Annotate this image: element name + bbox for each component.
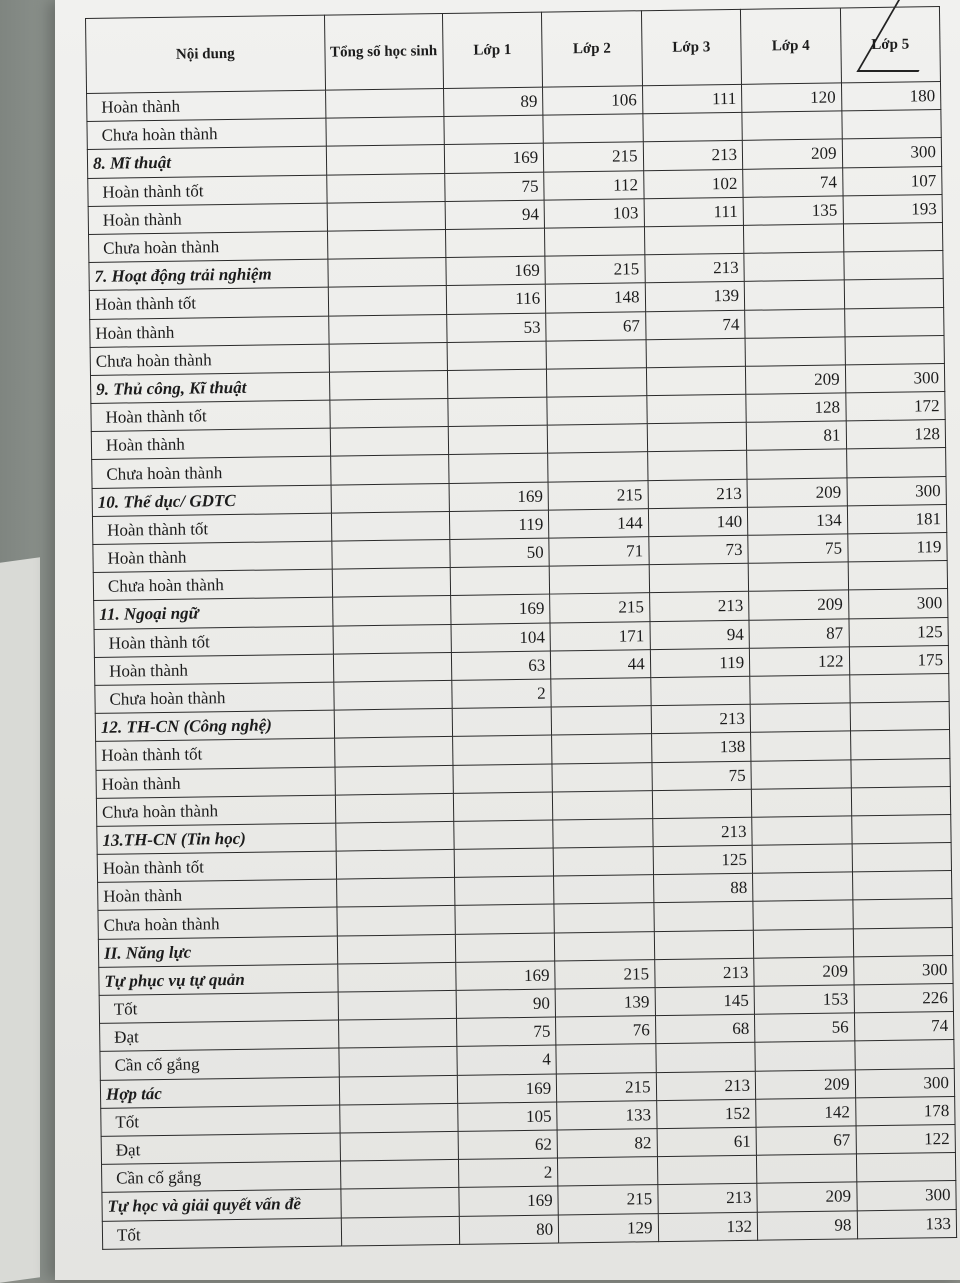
cell-lop1: 169 (444, 143, 544, 173)
cell-lop4: 209 (749, 590, 849, 620)
cell-lop1: 63 (451, 651, 551, 681)
cell-lop4: 153 (754, 985, 854, 1015)
cell-lop3: 132 (658, 1212, 758, 1242)
section-label-cell: 13.TH-CN (Tin học) (97, 823, 336, 855)
cell-lop5: 181 (847, 504, 947, 534)
section-label-cell: 12. TH-CN (Công nghệ) (95, 710, 334, 742)
cell-lop1: 94 (445, 200, 545, 230)
cell-lop5 (846, 448, 946, 478)
cell-lop1 (445, 228, 545, 258)
cell-lop4: 135 (743, 196, 843, 226)
cell-lop5: 119 (847, 533, 947, 563)
cell-lop3 (649, 563, 749, 593)
cell-tong-so (327, 258, 446, 288)
cell-lop5: 125 (848, 617, 948, 647)
cell-lop2 (556, 1044, 656, 1074)
cell-lop2 (547, 368, 647, 398)
cell-lop4 (750, 703, 850, 733)
cell-lop1: 75 (456, 1017, 556, 1047)
cell-lop5: 300 (845, 363, 945, 393)
cell-tong-so (329, 342, 448, 372)
row-label-cell: Chưa hoàn thành (96, 795, 335, 827)
row-label-cell: Hoàn thành (88, 203, 327, 235)
cell-tong-so (337, 906, 456, 936)
cell-lop4 (744, 224, 844, 254)
cell-tong-so (334, 709, 453, 739)
cell-lop3 (647, 423, 747, 453)
cell-lop4 (751, 731, 851, 761)
cell-lop5: 300 (847, 476, 947, 506)
cell-lop3 (654, 930, 754, 960)
cell-lop4 (750, 675, 850, 705)
cell-lop1: 169 (459, 1186, 559, 1216)
cell-lop2: 67 (546, 311, 646, 341)
cell-lop5 (843, 222, 943, 252)
cell-lop1: 116 (446, 284, 546, 314)
section-label-cell: Hợp tác (100, 1077, 339, 1109)
row-label-cell: Hoàn thành tốt (88, 175, 327, 207)
header-tong-so-hoc-sinh: Tổng số học sinh (324, 14, 443, 91)
cell-lop4: 56 (755, 1013, 855, 1043)
cell-lop3 (646, 394, 746, 424)
cell-tong-so (338, 990, 457, 1020)
cell-tong-so (333, 652, 452, 682)
cell-lop4 (745, 337, 845, 367)
cell-lop2: 215 (555, 959, 655, 989)
section-label-cell: Tự học và giải quyết vấn đề (102, 1189, 341, 1221)
section-label-cell: Tự phục vụ tự quản (99, 964, 338, 996)
cell-lop1 (448, 425, 548, 455)
section-label-cell: II. Năng lực (98, 936, 337, 968)
cell-lop3: 111 (642, 84, 742, 114)
cell-lop3 (652, 789, 752, 819)
cell-lop4 (752, 844, 852, 874)
cell-tong-so (331, 539, 450, 569)
cell-lop5 (851, 786, 951, 816)
cell-tong-so (333, 680, 452, 710)
cell-lop1: 2 (458, 1158, 558, 1188)
cell-lop5 (856, 1153, 956, 1183)
cell-tong-so (334, 737, 453, 767)
cell-lop2 (554, 903, 654, 933)
cell-lop4: 122 (749, 647, 849, 677)
row-label-cell: Đạt (101, 1133, 340, 1165)
cell-lop4: 209 (746, 365, 846, 395)
cell-lop4: 142 (756, 1098, 856, 1128)
cell-tong-so (335, 793, 454, 823)
cell-lop1 (444, 115, 544, 145)
cell-lop4 (755, 1041, 855, 1071)
cell-lop3 (644, 225, 744, 255)
cell-lop1 (447, 369, 547, 399)
cell-lop5 (853, 927, 953, 957)
cell-lop2 (545, 227, 645, 257)
cell-lop2 (552, 734, 652, 764)
cell-tong-so (335, 765, 454, 795)
cell-lop2: 112 (544, 170, 644, 200)
cell-lop5: 300 (856, 1181, 956, 1211)
cell-lop2 (554, 875, 654, 905)
cell-tong-so (329, 399, 448, 429)
row-label-cell: Hoàn thành tốt (91, 400, 330, 432)
cell-lop4: 209 (755, 1069, 855, 1099)
cell-tong-so (340, 1131, 459, 1161)
cell-lop3: 125 (653, 845, 753, 875)
cell-lop1 (448, 454, 548, 484)
cell-lop4: 134 (747, 506, 847, 536)
header-lop-3: Lớp 3 (641, 9, 741, 85)
cell-lop2: 144 (549, 508, 649, 538)
row-label-cell: Hoàn thành tốt (96, 738, 335, 770)
cell-lop4: 209 (747, 478, 847, 508)
cell-lop5: 226 (854, 983, 954, 1013)
cell-lop3 (650, 676, 750, 706)
cell-lop1: 90 (456, 989, 556, 1019)
cell-lop1: 2 (452, 679, 552, 709)
cell-tong-so (338, 1019, 457, 1049)
cell-tong-so (325, 89, 444, 119)
cell-lop2 (558, 1157, 658, 1187)
cell-lop5 (843, 251, 943, 281)
cell-lop1 (455, 904, 555, 934)
cell-lop4: 67 (756, 1126, 856, 1156)
cell-lop3: 213 (644, 253, 744, 283)
cell-lop5 (844, 279, 944, 309)
table-body (87, 82, 957, 1249)
cell-lop4: 98 (757, 1210, 857, 1240)
cell-lop2: 139 (555, 988, 655, 1018)
cell-lop1 (448, 397, 548, 427)
cell-lop3 (646, 366, 746, 396)
cell-tong-so (339, 1047, 458, 1077)
cell-tong-so (326, 117, 445, 147)
cell-lop2 (553, 790, 653, 820)
cell-lop1 (452, 707, 552, 737)
row-label-cell: Chưa hoàn thành (89, 231, 328, 263)
cell-lop3 (643, 113, 743, 143)
cell-lop3: 74 (645, 310, 745, 340)
row-label-cell: Tốt (101, 1105, 340, 1137)
cell-tong-so (336, 849, 455, 879)
cell-lop4: 74 (743, 168, 843, 198)
cell-lop3: 61 (657, 1127, 757, 1157)
cell-lop2: 215 (548, 480, 648, 510)
cell-lop5: 172 (845, 392, 945, 422)
row-label-cell: Hoàn thành (94, 654, 333, 686)
cell-lop1 (455, 933, 555, 963)
cell-lop3: 94 (650, 620, 750, 650)
section-label-cell: 11. Ngoại ngữ (94, 597, 333, 629)
section-label-cell: 10. Thể dục/ GDTC (92, 485, 331, 517)
cell-lop4 (751, 788, 851, 818)
cell-tong-so (329, 370, 448, 400)
cell-tong-so (327, 201, 446, 231)
cell-lop4 (751, 759, 851, 789)
cell-lop4: 209 (742, 139, 842, 169)
cell-tong-so (327, 229, 446, 259)
cell-tong-so (328, 286, 447, 316)
cell-lop1: 169 (449, 482, 549, 512)
cell-tong-so (336, 878, 455, 908)
cell-lop3: 88 (653, 874, 753, 904)
cell-lop5 (845, 335, 945, 365)
cell-tong-so (340, 1188, 459, 1218)
section-label-cell: 8. Mĩ thuật (87, 147, 326, 179)
row-label-cell: Hoàn thành (96, 767, 335, 799)
cell-lop1 (453, 792, 553, 822)
cell-lop5 (848, 561, 948, 591)
cell-lop1 (454, 876, 554, 906)
row-label-cell: Tốt (99, 992, 338, 1024)
cell-tong-so (330, 455, 449, 485)
cell-lop3: 213 (654, 958, 754, 988)
cell-lop2: 148 (545, 283, 645, 313)
cell-lop4: 209 (757, 1182, 857, 1212)
row-label-cell: Hoàn thành tốt (92, 513, 331, 545)
row-label-cell: Đạt (100, 1020, 339, 1052)
cell-lop1: 119 (449, 510, 549, 540)
row-label-cell: Hoàn thành (93, 541, 332, 573)
cell-lop1: 50 (450, 538, 550, 568)
row-label-cell: Hoàn thành (91, 428, 330, 460)
row-label-cell: Chưa hoàn thành (92, 457, 331, 489)
cell-lop5 (849, 673, 949, 703)
row-label-cell: Chưa hoàn thành (90, 344, 329, 376)
cell-tong-so (331, 511, 450, 541)
cell-lop3: 75 (652, 761, 752, 791)
cell-lop1 (453, 764, 553, 794)
cell-lop5 (852, 871, 952, 901)
cell-tong-so (337, 934, 456, 964)
cell-lop2: 133 (557, 1100, 657, 1130)
row-label-cell: Hoàn thành tốt (89, 287, 328, 319)
cell-lop4 (745, 308, 845, 338)
cell-lop1: 75 (444, 172, 544, 202)
cell-lop3: 152 (656, 1099, 756, 1129)
cell-lop3: 213 (651, 704, 751, 734)
underlying-paper-sheet (0, 557, 40, 1283)
cell-lop2: 215 (558, 1185, 658, 1215)
cell-lop5 (844, 307, 944, 337)
cell-lop4 (752, 816, 852, 846)
cell-lop5: 300 (855, 1068, 955, 1098)
cell-lop5: 180 (841, 82, 941, 112)
cell-lop4 (753, 872, 853, 902)
cell-lop4 (757, 1154, 857, 1184)
cell-lop3: 138 (651, 733, 751, 763)
cell-tong-so (333, 624, 452, 654)
header-noi-dung: Nội dung (86, 15, 326, 93)
cell-lop5: 74 (854, 1012, 954, 1042)
cell-lop3 (657, 1155, 757, 1185)
cell-lop3: 119 (650, 648, 750, 678)
cell-lop2 (543, 114, 643, 144)
cell-lop2: 103 (544, 198, 644, 228)
cell-lop1: 169 (455, 961, 555, 991)
cell-lop3: 213 (643, 141, 743, 171)
header-lop-2: Lớp 2 (542, 11, 642, 87)
cell-lop2 (553, 819, 653, 849)
row-label-cell: Chưa hoàn thành (93, 569, 332, 601)
cell-lop2: 44 (551, 649, 651, 679)
cell-lop2: 106 (543, 86, 643, 116)
cell-lop5: 133 (857, 1209, 957, 1239)
cell-lop1: 4 (457, 1045, 557, 1075)
cell-tong-so (339, 1103, 458, 1133)
cell-lop5 (850, 702, 950, 732)
row-label-cell: Hoàn thành (98, 879, 337, 911)
cell-lop2: 215 (543, 142, 643, 172)
cell-tong-so (340, 1160, 459, 1190)
cell-lop5: 107 (842, 166, 942, 196)
cell-lop5 (852, 899, 952, 929)
cell-lop1: 169 (446, 256, 546, 286)
cell-lop2 (551, 678, 651, 708)
cell-lop4: 209 (754, 957, 854, 987)
cell-lop5: 193 (843, 194, 943, 224)
cell-lop3 (647, 451, 747, 481)
row-label-cell: Tốt (102, 1218, 341, 1250)
cell-lop3 (654, 902, 754, 932)
cell-lop3: 213 (649, 592, 749, 622)
cell-lop1 (453, 820, 553, 850)
cell-lop5: 300 (848, 589, 948, 619)
cell-lop5: 178 (855, 1096, 955, 1126)
cell-lop2: 76 (556, 1016, 656, 1046)
cell-lop1: 80 (459, 1215, 559, 1245)
cell-lop1 (450, 566, 550, 596)
row-label-cell: Chưa hoàn thành (95, 682, 334, 714)
cell-lop1 (454, 848, 554, 878)
section-label-cell: 9. Thủ công, Kĩ thuật (90, 372, 329, 404)
cell-lop5 (854, 1040, 954, 1070)
cell-lop5: 300 (842, 138, 942, 168)
cell-lop2: 215 (550, 593, 650, 623)
cell-lop2 (547, 396, 647, 426)
cell-lop1 (452, 735, 552, 765)
cell-lop4 (747, 449, 847, 479)
section-label-cell: 7. Hoạt động trải nghiệm (89, 259, 328, 291)
cell-lop1: 169 (450, 594, 550, 624)
cell-tong-so (339, 1075, 458, 1105)
cell-lop3 (656, 1043, 756, 1073)
cell-lop3: 139 (645, 282, 745, 312)
cell-lop4: 75 (748, 534, 848, 564)
cell-lop3: 213 (657, 1184, 757, 1214)
cell-lop4 (742, 111, 842, 141)
cell-lop4 (753, 900, 853, 930)
cell-tong-so (341, 1216, 460, 1246)
row-label-cell: Cần cố gắng (100, 1048, 339, 1080)
cell-lop4: 87 (749, 618, 849, 648)
cell-lop2 (546, 339, 646, 369)
cell-lop2: 171 (550, 621, 650, 651)
header-lop-4: Lớp 4 (741, 8, 841, 84)
cell-lop4: 128 (746, 393, 846, 423)
cell-lop2 (547, 424, 647, 454)
header-row (86, 7, 941, 94)
cell-lop1 (447, 341, 547, 371)
cell-lop5 (850, 730, 950, 760)
cell-lop4 (744, 252, 844, 282)
cell-lop2 (552, 762, 652, 792)
cell-lop1: 89 (443, 87, 543, 117)
cell-lop3: 145 (655, 986, 755, 1016)
cell-lop2 (548, 452, 648, 482)
cell-lop4 (753, 928, 853, 958)
cell-lop4: 81 (746, 421, 846, 451)
cell-lop1: 62 (458, 1130, 558, 1160)
row-label-cell: Hoàn thành tốt (94, 626, 333, 658)
cell-tong-so (332, 596, 451, 626)
cell-lop1: 105 (457, 1102, 557, 1132)
cell-lop3: 213 (656, 1071, 756, 1101)
cell-lop2: 215 (556, 1072, 656, 1102)
cell-lop2 (553, 847, 653, 877)
cell-lop1: 104 (451, 623, 551, 653)
cell-tong-so (332, 568, 451, 598)
cell-lop3: 102 (643, 169, 743, 199)
cell-lop5: 300 (853, 955, 953, 985)
cell-tong-so (337, 962, 456, 992)
cell-lop1: 53 (446, 313, 546, 343)
row-label-cell: Hoàn thành (87, 90, 326, 122)
cell-lop5: 122 (856, 1124, 956, 1154)
table-header (86, 7, 941, 94)
results-table (85, 6, 957, 1250)
cell-lop3 (646, 338, 746, 368)
cell-tong-so (328, 314, 447, 344)
cell-lop5: 175 (849, 645, 949, 675)
cell-lop2 (549, 565, 649, 595)
cell-lop4 (744, 280, 844, 310)
cell-lop4 (748, 562, 848, 592)
cell-lop3: 73 (648, 535, 748, 565)
row-label-cell: Chưa hoàn thành (87, 118, 326, 150)
cell-tong-so (326, 173, 445, 203)
cell-lop3: 68 (655, 1014, 755, 1044)
cell-lop3: 213 (648, 479, 748, 509)
cell-lop2: 129 (558, 1213, 658, 1243)
cell-tong-so (330, 427, 449, 457)
cell-lop3: 140 (648, 507, 748, 537)
cell-lop1: 169 (457, 1074, 557, 1104)
cell-lop2: 82 (557, 1129, 657, 1159)
cell-lop5 (841, 110, 941, 140)
cell-tong-so (326, 145, 445, 175)
cell-tong-so (335, 821, 454, 851)
cell-lop4: 120 (742, 83, 842, 113)
cell-lop2 (554, 931, 654, 961)
row-label-cell: Hoàn thành tốt (97, 851, 336, 883)
row-label-cell: Cần cố gắng (102, 1161, 341, 1193)
cell-tong-so (331, 483, 450, 513)
row-label-cell: Hoàn thành (90, 316, 329, 348)
cell-lop5 (852, 843, 952, 873)
cell-lop3: 213 (652, 817, 752, 847)
cell-lop5: 128 (846, 420, 946, 450)
cell-lop2 (551, 706, 651, 736)
cell-lop2: 215 (545, 255, 645, 285)
cell-lop3: 111 (644, 197, 744, 227)
header-lop-5: Lớp 5 (840, 7, 941, 83)
cell-lop2: 71 (549, 537, 649, 567)
header-lop-1: Lớp 1 (442, 12, 542, 88)
cell-lop5 (850, 758, 950, 788)
row-label-cell: Chưa hoàn thành (98, 908, 337, 940)
cell-lop5 (851, 814, 951, 844)
